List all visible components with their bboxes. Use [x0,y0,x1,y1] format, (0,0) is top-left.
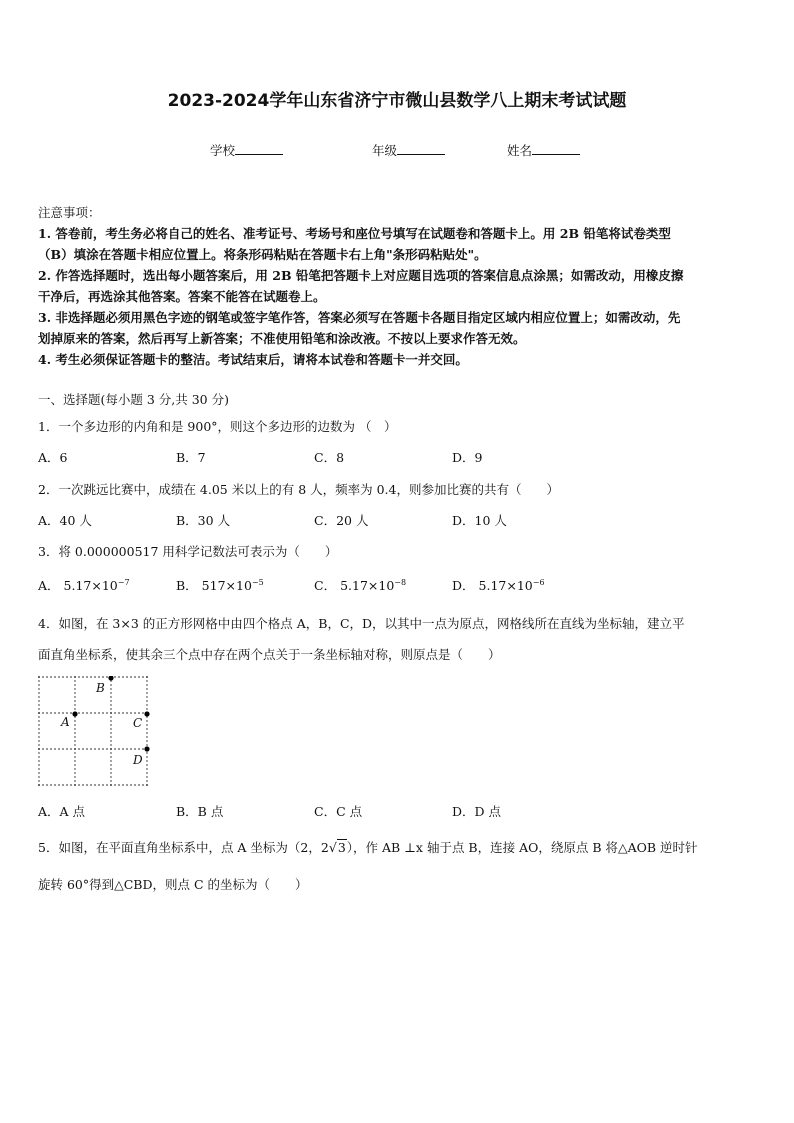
q3-option-base: 5.17×10 [478,578,533,593]
q3-option-label: A． [38,578,60,593]
question-3-stem: 3．将 0.000000517 用科学记数法可表示为（ ） [38,544,338,559]
q3-option-d[interactable] [452,576,545,594]
notice-line: 2. 作答选择题时，选出每小题答案后，用 2B 铅笔把答题卡上对应题目选项的答案信息点涂黑；如需改动，用橡皮擦 [38,268,684,283]
school-label: 学校 [210,143,236,158]
grade-label: 年级 [372,143,398,158]
q3-option-base: 5.17×10 [63,578,118,593]
question-5-stem-cont: 旋转 60°得到△CBD，则点 C 的坐标为（ ） [38,877,308,892]
q4-option-a[interactable]: A．A 点 [38,804,86,819]
q1-option-c[interactable]: C．8 [314,450,345,465]
q3-option-label: B． [176,578,198,593]
label-b: B [96,681,105,695]
q5-stem-part2: ），作 AB ⊥x 轴于点 B，连接 AO，绕原点 B 将△AOB 逆时针 [346,840,698,855]
q3-option-c[interactable] [314,576,406,594]
q2-option-c[interactable]: C．20 人 [314,513,369,528]
point-b [108,676,113,681]
point-c [144,711,149,716]
name-blank[interactable] [532,142,580,155]
grade-blank[interactable] [397,142,445,155]
q4-option-c[interactable]: C．C 点 [314,804,363,819]
label-a: A [61,715,70,729]
notice-line: 1. 答卷前，考生务必将自己的姓名、准考证号、考场号和座位号填写在试题卷和答题卡上。用 2B 铅笔将试卷类型 [38,226,671,241]
q3-option-exponent: −7 [117,577,130,587]
notice-line: 3. 非选择题必须用黑色字迹的钢笔或签字笔作答，答案必须写在答题卡各题目指定区域内相应位置上；如需改动，先 [38,310,681,325]
q2-option-a[interactable]: A．40 人 [38,513,92,528]
page-title: 2023-2024学年山东省济宁市微山县数学八上期末考试试题 [167,91,627,111]
q4-option-b[interactable]: B．B 点 [176,804,224,819]
q2-option-d[interactable]: D．10 人 [452,513,507,528]
name-field[interactable] [507,141,580,159]
question-4-stem: 4．如图，在 3×3 的正方形网格中由四个格点 A，B，C，D，以其中一点为原点，网格线所在直线为坐标轴，建立平 [38,616,685,631]
section-heading: 一、选择题(每小题 3 分,共 30 分) [38,392,229,407]
grid-figure [38,676,152,788]
q3-option-a[interactable] [38,576,130,594]
q3-option-exponent: −6 [532,577,545,587]
notice-line: 4. 考生必须保证答题卡的整洁。考试结束后，请将本试卷和答题卡一并交回。 [38,352,468,367]
question-1-stem: 1．一个多边形的内角和是 900°，则这个多边形的边数为 （ ） [38,419,397,434]
q3-option-label: D． [452,578,475,593]
question-4-stem-cont: 面直角坐标系，使其余三个点中存在两个点关于一条坐标轴对称，则原点是（ ） [38,647,501,662]
notice-line: 划掉原来的答案，然后再写上新答案；不准使用铅笔和涂改液。不按以上要求作答无效。 [38,331,526,346]
question-2-stem: 2．一次跳远比赛中，成绩在 4.05 米以上的有 8 人，频率为 0.4，则参加比赛的共有（ ） [38,482,559,497]
label-c: C [133,716,143,730]
q2-option-b[interactable]: B．30 人 [176,513,231,528]
school-blank[interactable] [235,142,283,155]
q1-option-a[interactable]: A．6 [38,450,68,465]
sqrt-radicand: 3 [337,840,346,855]
notice-heading: 注意事项： [38,205,101,220]
q4-option-d[interactable]: D．D 点 [452,804,502,819]
q3-option-label: C． [314,578,337,593]
point-a [72,711,77,716]
q5-stem-part1: 5．如图，在平面直角坐标系中，点 A 坐标为（2，2 [38,840,329,855]
school-field[interactable] [210,141,283,159]
q3-option-exponent: −5 [251,577,264,587]
q3-option-base: 517×10 [201,578,252,593]
notice-line: （B）填涂在答题卡相应位置上。将条形码粘贴在答题卡右上角"条形码粘贴处"。 [38,247,487,262]
point-d [144,746,149,751]
label-d: D [133,753,143,767]
question-5-stem [38,838,698,856]
notice-line: 干净后，再选涂其他答案。答案不能答在试题卷上。 [38,289,326,304]
q3-option-b[interactable] [176,576,264,594]
q3-option-base: 5.17×10 [340,578,395,593]
grade-field[interactable] [372,141,445,159]
q1-option-d[interactable]: D．9 [452,450,483,465]
name-label: 姓名 [507,143,533,158]
sqrt-symbol: √ [328,840,337,855]
q3-option-exponent: −8 [394,577,407,587]
q1-option-b[interactable]: B．7 [176,450,206,465]
